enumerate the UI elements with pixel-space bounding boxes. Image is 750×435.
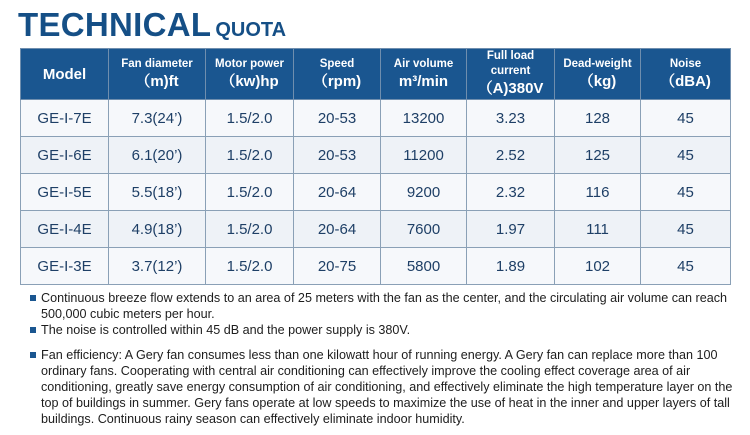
header-label: Speed <box>319 57 355 70</box>
cell-motor-power: 1.5/2.0 <box>206 211 294 248</box>
cell-noise: 45 <box>641 100 731 137</box>
title-main: TECHNICAL <box>18 6 212 43</box>
cell-speed: 20-53 <box>294 100 381 137</box>
square-bullet-icon <box>30 327 36 333</box>
header-unit: m³/min <box>398 72 449 90</box>
note-text: Continuous breeze flow extends to an area of 25 meters with the fan as the center, and the circulating air volume can reach 500,000 cubic meters per hour. <box>41 291 728 321</box>
header-model: Model <box>21 49 109 100</box>
header-fan-diameter <box>109 49 206 100</box>
table-row <box>21 248 731 285</box>
notes-list <box>30 290 736 427</box>
cell-fan-diameter: 4.9(18’) <box>109 211 206 248</box>
header-label: Air volume <box>393 57 454 70</box>
header-motor-power <box>206 49 294 100</box>
cell-speed: 20-75 <box>294 248 381 285</box>
header-dead-weight <box>555 49 641 100</box>
page-title <box>18 6 286 44</box>
cell-motor-power: 1.5/2.0 <box>206 174 294 211</box>
cell-motor-power: 1.5/2.0 <box>206 248 294 285</box>
cell-speed: 20-53 <box>294 137 381 174</box>
cell-model: GE-I-7E <box>21 100 109 137</box>
cell-dead-weight: 125 <box>555 137 641 174</box>
header-speed <box>294 49 381 100</box>
cell-dead-weight: 111 <box>555 211 641 248</box>
note-text: The noise is controlled within 45 dB and the power supply is 380V. <box>41 323 411 337</box>
cell-model: GE-I-3E <box>21 248 109 285</box>
cell-full-load-current: 3.23 <box>467 100 555 137</box>
cell-full-load-current: 1.89 <box>467 248 555 285</box>
header-label: Noise <box>669 57 702 70</box>
cell-dead-weight: 116 <box>555 174 641 211</box>
cell-motor-power: 1.5/2.0 <box>206 100 294 137</box>
note-item <box>30 290 736 322</box>
cell-air-volume: 13200 <box>381 100 467 137</box>
table-row <box>21 137 731 174</box>
cell-fan-diameter: 6.1(20’) <box>109 137 206 174</box>
cell-model: GE-I-4E <box>21 211 109 248</box>
cell-full-load-current: 2.52 <box>467 137 555 174</box>
cell-fan-diameter: 5.5(18’) <box>109 174 206 211</box>
header-unit: （dBA) <box>660 72 711 90</box>
cell-air-volume: 11200 <box>381 137 467 174</box>
cell-noise: 45 <box>641 174 731 211</box>
cell-speed: 20-64 <box>294 174 381 211</box>
cell-air-volume: 7600 <box>381 211 467 248</box>
cell-full-load-current: 1.97 <box>467 211 555 248</box>
table-row <box>21 174 731 211</box>
note-item <box>30 322 736 338</box>
header-unit: （kg) <box>578 72 617 90</box>
cell-air-volume: 9200 <box>381 174 467 211</box>
header-full-load-current <box>467 49 555 100</box>
cell-speed: 20-64 <box>294 211 381 248</box>
cell-air-volume: 5800 <box>381 248 467 285</box>
header-unit: （rpm) <box>312 72 362 90</box>
square-bullet-icon <box>30 295 36 301</box>
header-label: Dead-weight <box>563 57 632 70</box>
cell-fan-diameter: 3.7(12’) <box>109 248 206 285</box>
cell-noise: 45 <box>641 211 731 248</box>
cell-noise: 45 <box>641 248 731 285</box>
header-noise <box>641 49 731 100</box>
table-header-row <box>21 49 731 100</box>
header-air-volume <box>381 49 467 100</box>
header-label: Fan diameter <box>121 57 193 70</box>
header-unit: （m)ft <box>135 72 179 90</box>
cell-dead-weight: 128 <box>555 100 641 137</box>
cell-full-load-current: 2.32 <box>467 174 555 211</box>
cell-motor-power: 1.5/2.0 <box>206 137 294 174</box>
note-text: Fan efficiency: A Gery fan consumes less than one kilowatt hour of running energy. A Gery fan can replace more than 100 ordinary fans. Cooperating with central air conditioning can effectively improve the cooling effect coverage area of air conditioning, greatly save energy consumption of air conditioning, and effectively eliminate the high temperature layer on the top of buildings in summer. Gery fans operate at low speeds to maximize the use of heat in the inner and upper layers of tall buildings. Continuous rainy season can effectively eliminate indoor humidity. <box>41 348 733 426</box>
header-unit: （kw)hp <box>220 72 279 90</box>
header-label: Full load current <box>486 50 535 77</box>
title-sub: QUOTA <box>215 19 287 41</box>
square-bullet-icon <box>30 352 36 358</box>
cell-noise: 45 <box>641 137 731 174</box>
cell-model: GE-I-6E <box>21 137 109 174</box>
cell-fan-diameter: 7.3(24’) <box>109 100 206 137</box>
header-label: Motor power <box>215 57 284 70</box>
header-unit: （A)380V <box>477 80 544 97</box>
note-item <box>30 347 736 427</box>
table-row <box>21 211 731 248</box>
spec-table <box>20 48 731 285</box>
cell-dead-weight: 102 <box>555 248 641 285</box>
cell-model: GE-I-5E <box>21 174 109 211</box>
table-row <box>21 100 731 137</box>
